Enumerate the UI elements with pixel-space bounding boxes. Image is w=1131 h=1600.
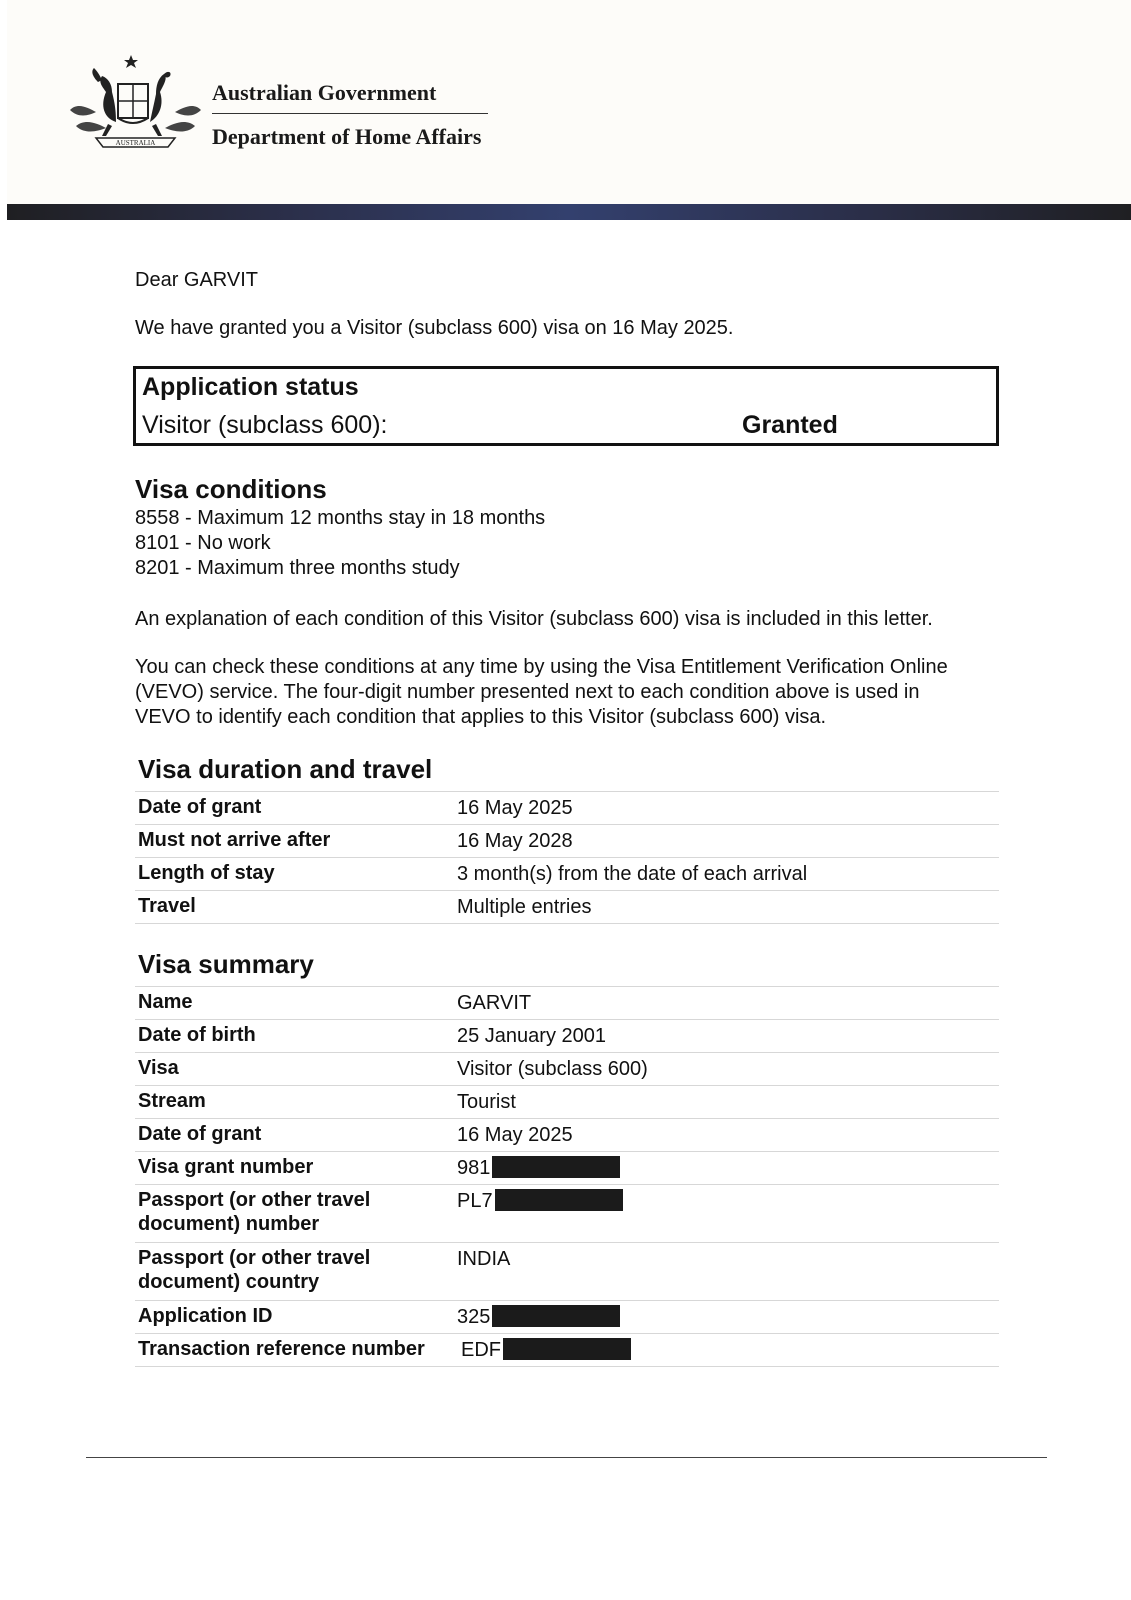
- row-value: 16 May 2025: [457, 797, 573, 819]
- header-gradient-bar: [7, 204, 1131, 220]
- grant-intro: We have granted you a Visitor (subclass 600) visa on 16 May 2025.: [135, 317, 734, 339]
- row-value: Multiple entries: [457, 896, 592, 918]
- row-label-line: document) country: [138, 1271, 320, 1293]
- condition-item: 8558 - Maximum 12 months stay in 18 months: [135, 507, 546, 529]
- row-label-line: Passport (or other travel: [138, 1189, 371, 1211]
- row-label: Date of grant: [138, 1123, 262, 1145]
- row-label: Transaction reference number: [138, 1338, 425, 1360]
- svg-text:AUSTRALIA: AUSTRALIA: [115, 139, 156, 147]
- redaction-block: [492, 1156, 620, 1178]
- department-name: Department of Home Affairs: [212, 124, 482, 149]
- summary-heading: Visa summary: [138, 949, 314, 979]
- row-label-line: document) number: [138, 1213, 320, 1235]
- row-label: Name: [138, 991, 193, 1013]
- condition-item: 8101 - No work: [135, 532, 271, 554]
- status-value: Granted: [742, 411, 838, 439]
- row-value: 981: [457, 1157, 491, 1179]
- row-label: Visa grant number: [138, 1156, 314, 1178]
- vevo-paragraph-line: You can check these conditions at any time by using the Visa Entitlement Verification Online: [135, 656, 948, 678]
- table-row: [135, 1086, 999, 1119]
- row-label: Length of stay: [138, 862, 275, 884]
- status-title: Application status: [142, 373, 359, 401]
- table-row: [135, 1053, 999, 1086]
- conditions-heading: Visa conditions: [135, 474, 327, 504]
- summary-table: [135, 986, 999, 1367]
- row-value-redacted: [457, 1189, 623, 1213]
- vevo-paragraph-line: (VEVO) service. The four-digit number presented next to each condition above is used in: [135, 681, 920, 703]
- table-row: [135, 825, 999, 858]
- row-label: [138, 1246, 370, 1294]
- coat-of-arms-logo: [68, 52, 203, 152]
- table-row: [135, 987, 999, 1020]
- table-row: [135, 1243, 999, 1301]
- duration-table: [135, 791, 999, 924]
- row-value: EDF: [461, 1339, 501, 1361]
- redaction-block: [503, 1338, 631, 1360]
- government-name: Australian Government: [212, 80, 437, 105]
- row-label-line: Passport (or other travel: [138, 1247, 371, 1269]
- row-value: GARVIT: [457, 992, 532, 1014]
- row-value: PL7: [457, 1190, 493, 1212]
- row-value: 3 month(s) from the date of each arrival: [457, 863, 808, 885]
- table-row: [135, 1152, 999, 1185]
- row-value: 16 May 2025: [457, 1124, 573, 1146]
- salutation: Dear GARVIT: [135, 269, 258, 291]
- table-row: [135, 1020, 999, 1053]
- vevo-paragraph-line: VEVO to identify each condition that applies to this Visitor (subclass 600) visa.: [135, 706, 827, 728]
- redaction-block: [495, 1189, 623, 1211]
- footer-divider: [86, 1457, 1047, 1458]
- row-label: [138, 1188, 370, 1236]
- conditions-explanation: An explanation of each condition of this Visitor (subclass 600) visa is included in this letter.: [135, 608, 933, 630]
- row-value: INDIA: [457, 1248, 511, 1270]
- table-row: [135, 891, 999, 924]
- row-value: 25 January 2001: [457, 1025, 607, 1047]
- row-value-redacted: [457, 1305, 620, 1329]
- table-row: [135, 1185, 999, 1243]
- table-row: [135, 858, 999, 891]
- row-value: Tourist: [457, 1091, 516, 1113]
- row-value: Visitor (subclass 600): [457, 1058, 648, 1080]
- letterhead-divider: [212, 113, 488, 114]
- row-value-redacted: [457, 1156, 620, 1180]
- row-label: Stream: [138, 1090, 206, 1112]
- table-row: [135, 792, 999, 825]
- redaction-block: [492, 1305, 620, 1327]
- application-status-box: [133, 366, 999, 446]
- row-label: Date of grant: [138, 796, 262, 818]
- row-value: 325: [457, 1306, 491, 1328]
- row-label: Visa: [138, 1057, 179, 1079]
- table-row: [135, 1119, 999, 1152]
- duration-heading: Visa duration and travel: [138, 754, 433, 784]
- row-value: 16 May 2028: [457, 830, 573, 852]
- row-label: Must not arrive after: [138, 829, 331, 851]
- status-label: Visitor (subclass 600):: [142, 411, 388, 439]
- table-row: [135, 1301, 999, 1334]
- row-label: Date of birth: [138, 1024, 256, 1046]
- row-label: Travel: [138, 895, 196, 917]
- condition-item: 8201 - Maximum three months study: [135, 557, 460, 579]
- row-value-redacted: [461, 1338, 631, 1362]
- table-row: [135, 1334, 999, 1367]
- row-label: Application ID: [138, 1305, 273, 1327]
